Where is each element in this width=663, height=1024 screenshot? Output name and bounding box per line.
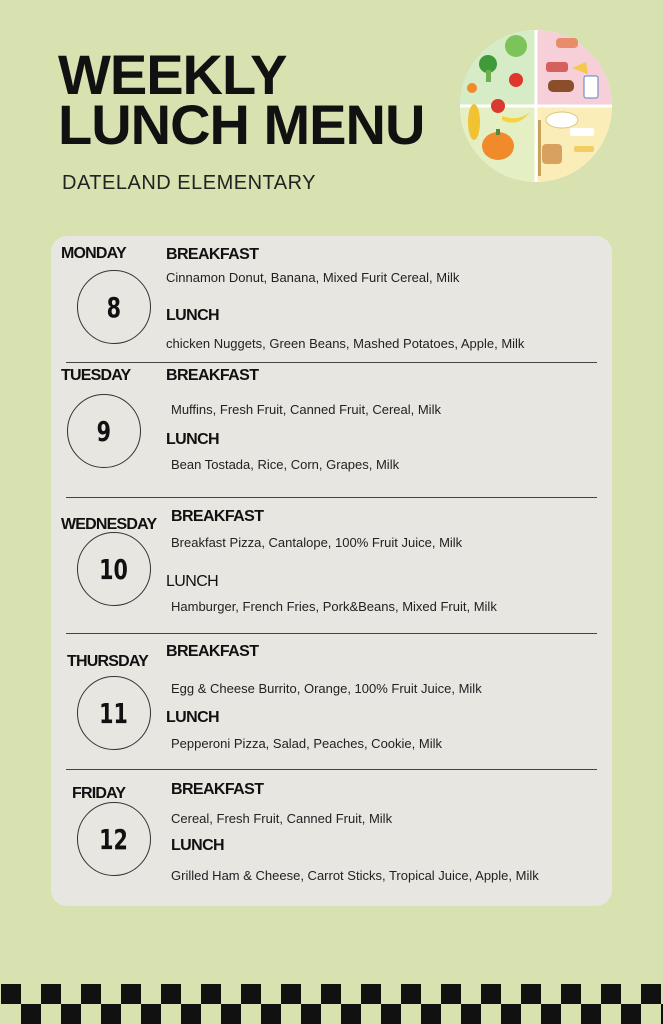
checker-square [141, 1004, 161, 1024]
checker-square [561, 984, 581, 1004]
lunch-heading: LUNCH [171, 837, 224, 854]
checker-square [621, 1004, 641, 1024]
lunch-heading: LUNCH [166, 709, 219, 726]
food-plate-icon [458, 28, 614, 184]
lunch-heading: LUNCH [166, 573, 219, 590]
checkerboard-border [0, 984, 663, 1024]
checker-square [381, 1004, 401, 1024]
breakfast-heading: BREAKFAST [166, 643, 259, 660]
lunch-items: chicken Nuggets, Green Beans, Mashed Potatoes, Apple, Milk [166, 336, 525, 351]
checker-square [181, 1004, 201, 1024]
checker-square [341, 1004, 361, 1024]
checker-square [1, 984, 21, 1004]
date-number: 12 [99, 822, 129, 856]
title-line-1: WEEKLY [58, 43, 287, 106]
checker-square [101, 1004, 121, 1024]
breakfast-heading: BREAKFAST [171, 508, 264, 525]
checker-square [641, 984, 661, 1004]
lunch-items: Hamburger, French Fries, Pork&Beans, Mixed Fruit, Milk [171, 599, 497, 614]
day-divider [66, 633, 597, 634]
lunch-items: Grilled Ham & Cheese, Carrot Sticks, Tropical Juice, Apple, Milk [171, 868, 539, 883]
day-name-tuesday: TUESDAY [61, 367, 131, 384]
date-circle-wednesday [77, 532, 151, 606]
day-name-friday: FRIDAY [72, 785, 126, 802]
breakfast-heading: BREAKFAST [166, 367, 259, 384]
breakfast-items: Cereal, Fresh Fruit, Canned Fruit, Milk [171, 811, 393, 826]
day-name-monday: MONDAY [61, 245, 126, 262]
date-number: 10 [99, 552, 129, 586]
date-number: 11 [99, 696, 129, 730]
date-circle-monday [77, 270, 151, 344]
checker-square [41, 984, 61, 1004]
checker-square [241, 984, 261, 1004]
date-number: 8 [106, 290, 122, 324]
checker-square [61, 1004, 81, 1024]
checker-square [441, 984, 461, 1004]
checker-square [81, 984, 101, 1004]
checker-square [121, 984, 141, 1004]
breakfast-heading: BREAKFAST [166, 246, 259, 263]
checker-square [481, 984, 501, 1004]
date-circle-thursday [77, 676, 151, 750]
checker-square [581, 1004, 601, 1024]
breakfast-heading: BREAKFAST [171, 781, 264, 798]
checker-square [401, 984, 421, 1004]
checker-square [161, 984, 181, 1004]
lunch-heading: LUNCH [166, 431, 219, 448]
checker-square [301, 1004, 321, 1024]
page-title [58, 43, 425, 156]
day-name-wednesday: WEDNESDAY [61, 516, 157, 533]
date-circle-tuesday [67, 394, 141, 468]
checker-square [421, 1004, 441, 1024]
breakfast-items: Cinnamon Donut, Banana, Mixed Furit Cereal, Milk [166, 270, 460, 285]
checker-square [321, 984, 341, 1004]
checker-square [21, 1004, 41, 1024]
lunch-heading: LUNCH [166, 307, 219, 324]
checker-square [521, 984, 541, 1004]
checker-square [201, 984, 221, 1004]
day-name-thursday: THURSDAY [67, 653, 149, 670]
day-divider [66, 497, 597, 498]
date-number: 9 [96, 414, 112, 448]
lunch-items: Bean Tostada, Rice, Corn, Grapes, Milk [171, 457, 400, 472]
checker-square [601, 984, 621, 1004]
checker-square [361, 984, 381, 1004]
school-name: DATELAND ELEMENTARY [62, 172, 317, 194]
checker-square [461, 1004, 481, 1024]
checker-square [501, 1004, 521, 1024]
checker-square [221, 1004, 241, 1024]
checker-square [541, 1004, 561, 1024]
date-circle-friday [77, 802, 151, 876]
breakfast-items: Egg & Cheese Burrito, Orange, 100% Fruit Juice, Milk [171, 681, 482, 696]
breakfast-items: Muffins, Fresh Fruit, Canned Fruit, Cereal, Milk [171, 402, 441, 417]
checker-square [281, 984, 301, 1004]
day-divider [66, 769, 597, 770]
checker-square [261, 1004, 281, 1024]
lunch-items: Pepperoni Pizza, Salad, Peaches, Cookie, Milk [171, 736, 442, 751]
breakfast-items: Breakfast Pizza, Cantalope, 100% Fruit Juice, Milk [171, 535, 463, 550]
title-line-2: LUNCH MENU [58, 93, 425, 156]
day-divider [66, 362, 597, 363]
